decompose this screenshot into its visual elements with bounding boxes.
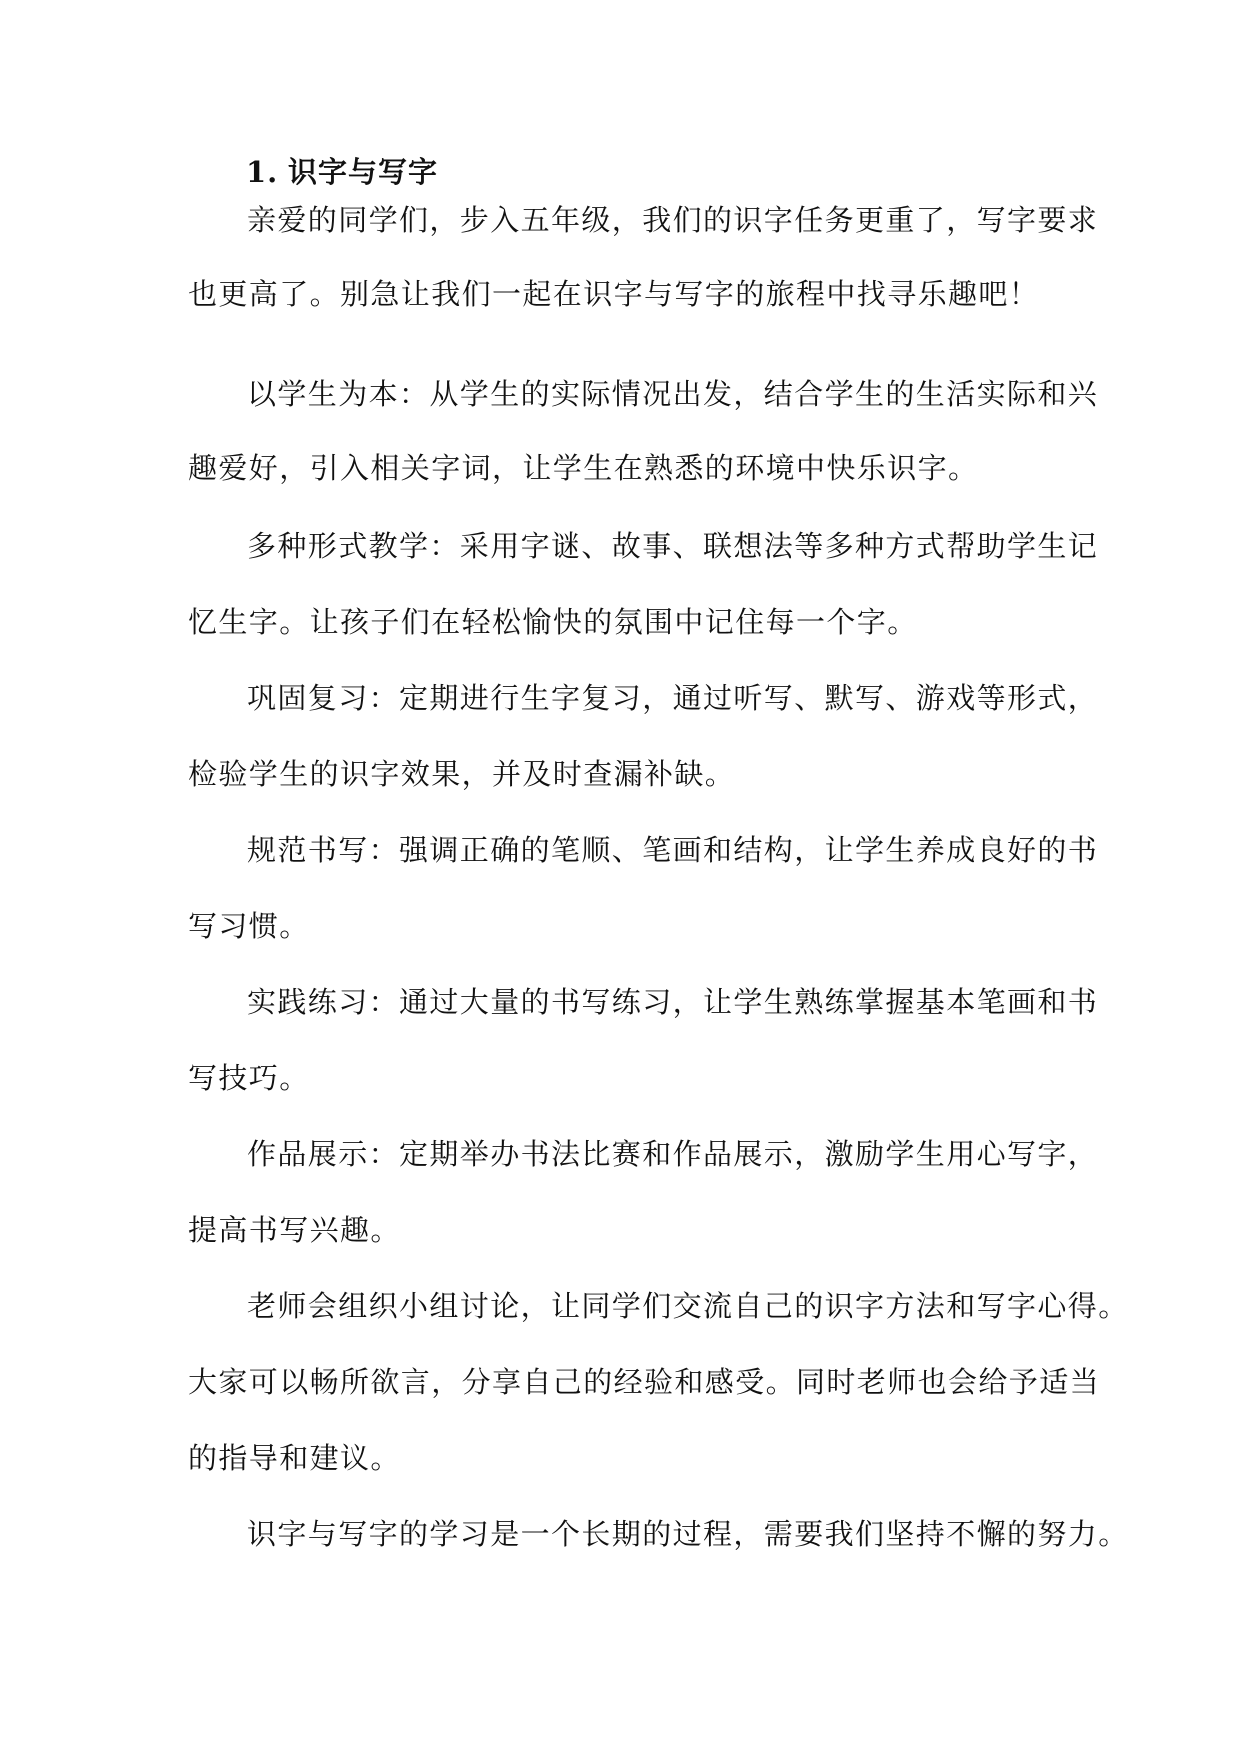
paragraph-conclusion-line-1: 识字与写字的学习是一个长期的过程，需要我们坚持不懈的努力。	[247, 1517, 1129, 1551]
paragraph-discussion-line-2: 大家可以畅所欲言，分享自己的经验和感受。同时老师也会给予适当	[188, 1365, 1101, 1399]
paragraph-varied-teaching-line-1: 多种形式教学：采用字谜、故事、联想法等多种方式帮助学生记	[247, 529, 1099, 563]
paragraph-discussion-line-3: 的指导和建议。	[188, 1441, 401, 1475]
section-number: 1.	[246, 155, 279, 189]
paragraph-student-centered-line-2: 趣爱好，引入相关字词，让学生在熟悉的环境中快乐识字。	[188, 451, 979, 485]
paragraph-showcase-line-2: 提高书写兴趣。	[188, 1213, 401, 1247]
paragraph-varied-teaching-line-2: 忆生字。让孩子们在轻松愉快的氛围中记住每一个字。	[188, 605, 918, 639]
paragraph-standard-writing-line-2: 写习惯。	[188, 909, 310, 943]
paragraph-showcase-line-1: 作品展示：定期举办书法比赛和作品展示，激励学生用心写字，	[247, 1137, 1099, 1171]
paragraph-standard-writing-line-1: 规范书写：强调正确的笔顺、笔画和结构，让学生养成良好的书	[247, 833, 1099, 867]
paragraph-discussion-line-1: 老师会组织小组讨论，让同学们交流自己的识字方法和写字心得。	[247, 1289, 1129, 1323]
section-title: 识字与写字	[288, 155, 439, 189]
paragraph-practice-line-1: 实践练习：通过大量的书写练习，让学生熟练掌握基本笔画和书	[247, 985, 1099, 1019]
paragraph-practice-line-2: 写技巧。	[188, 1061, 310, 1095]
section-heading	[246, 150, 438, 191]
paragraph-intro-line-1: 亲爱的同学们，步入五年级，我们的识字任务更重了，写字要求	[247, 203, 1099, 237]
paragraph-review-line-1: 巩固复习：定期进行生字复习，通过听写、默写、游戏等形式，	[247, 681, 1099, 715]
paragraph-review-line-2: 检验学生的识字效果，并及时查漏补缺。	[188, 757, 736, 791]
paragraph-intro-line-2: 也更高了。别急让我们一起在识字与写字的旅程中找寻乐趣吧！	[188, 277, 1040, 311]
paragraph-student-centered-line-1: 以学生为本：从学生的实际情况出发，结合学生的生活实际和兴	[247, 377, 1099, 411]
